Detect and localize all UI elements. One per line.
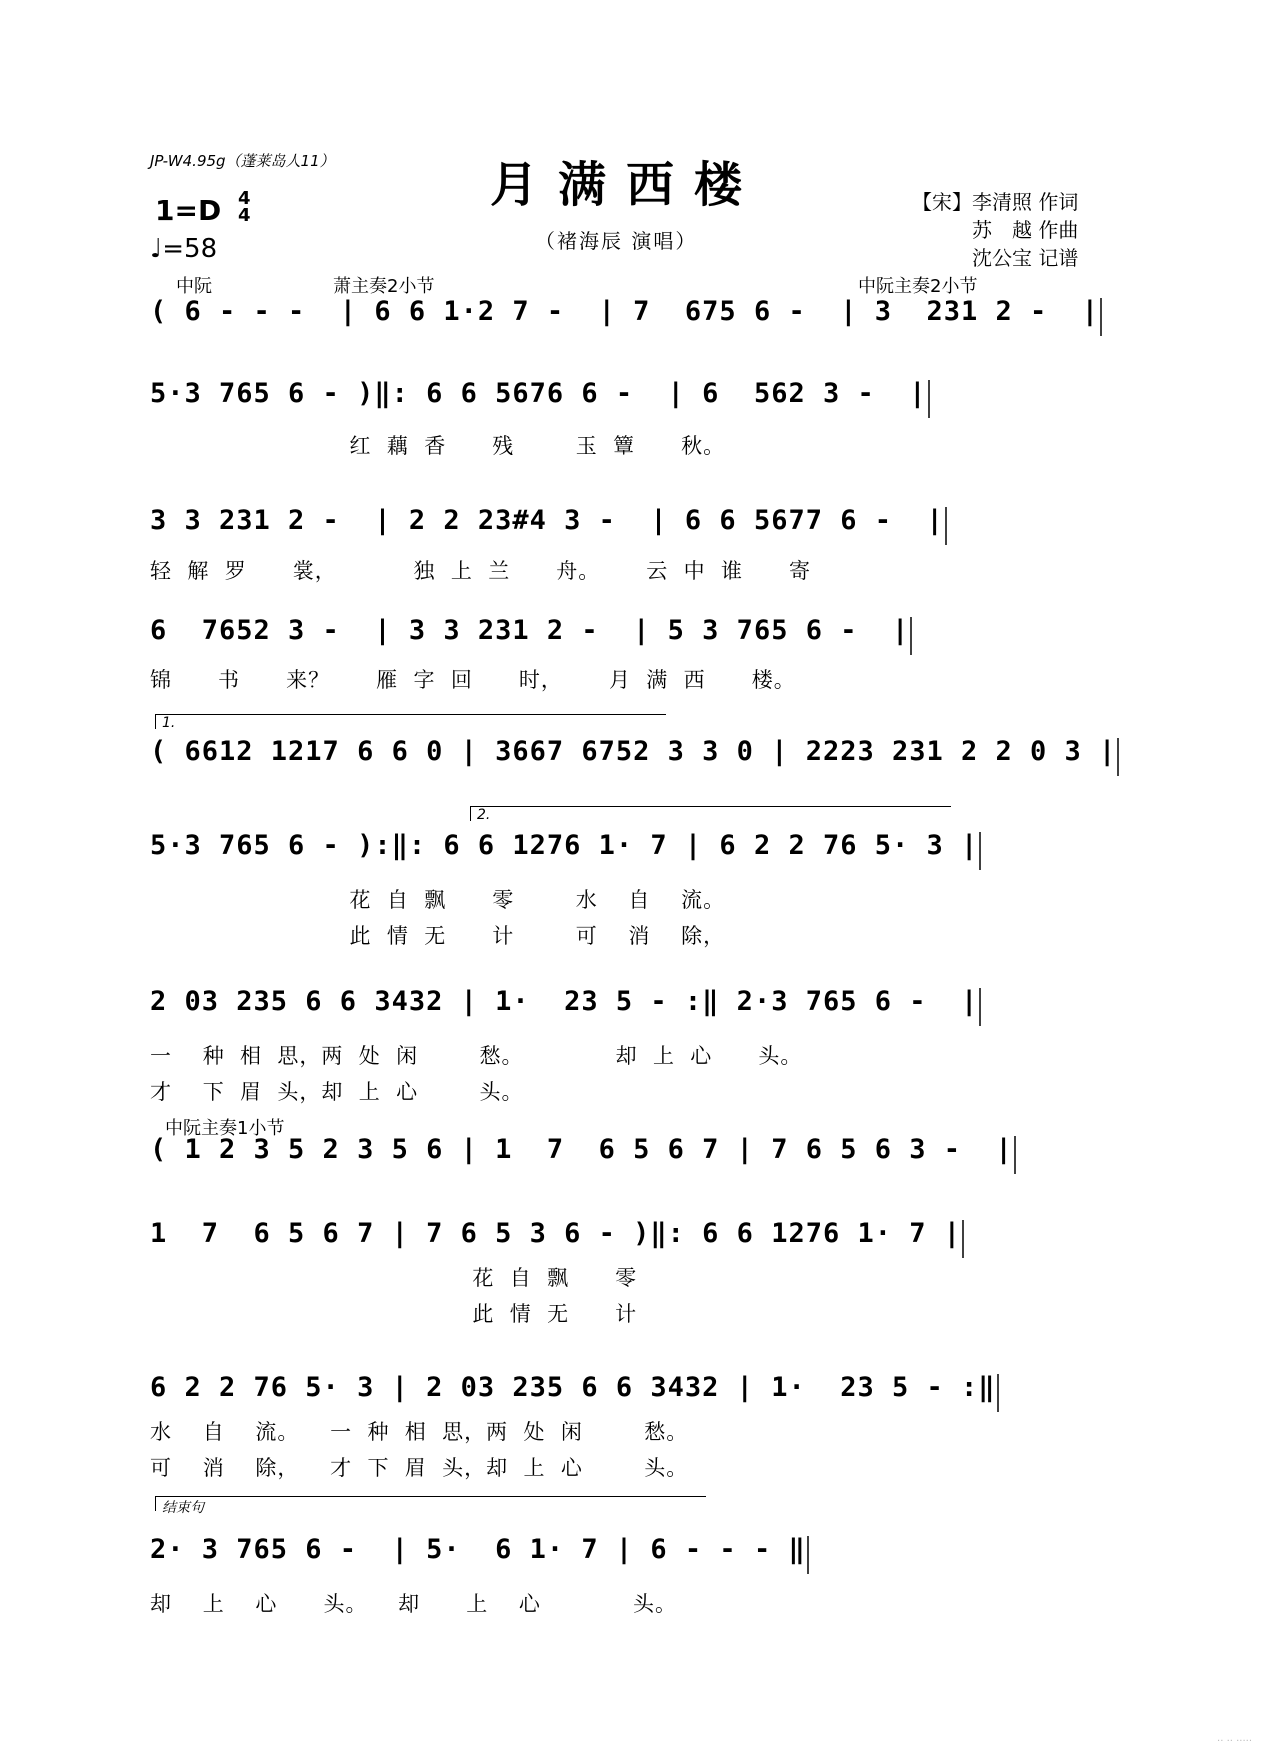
- key-signature: 1=D: [155, 194, 222, 227]
- singer-label: （褚海辰 演唱）: [535, 229, 698, 253]
- barline-decor: [150, 736, 1116, 786]
- lyric-line: 却 上 心 头。 却 上 心 头。: [150, 1592, 678, 1616]
- volta-ending: 结束句: [155, 1496, 706, 1511]
- annotation-zhongruan: 中阮: [176, 276, 212, 297]
- barline-decor: [150, 1534, 806, 1584]
- volta-1: 1.: [155, 714, 666, 729]
- score-line-9: [150, 1218, 1130, 1262]
- lyric-line: 此 情 无 计 可 消 除，: [150, 924, 726, 948]
- notes: 6 7652 3 - | 3 3 231 2 - | 5 3 765 6 - |: [150, 615, 910, 646]
- barline-decor: [150, 830, 978, 880]
- lyric-line: 花 自 飘 零: [150, 1266, 638, 1290]
- lyric-line: 水 自 流。 一 种 相 思，两 处 闲 愁。: [150, 1420, 689, 1444]
- score-line-5: [150, 736, 1130, 780]
- barline-decor: [150, 378, 927, 428]
- score-line-10: [150, 1372, 1130, 1416]
- time-signature: [238, 190, 251, 224]
- notes: ( 6612 1217 6 6 0 | 3667 6752 3 3 0 | 2223 231 2 2 0 3 |: [150, 736, 1117, 767]
- barline-decor: [150, 1218, 961, 1268]
- score-line-1: [150, 296, 1130, 340]
- notes: 2· 3 765 6 - | 5· 6 1· 7 | 6 - - - ‖: [150, 1534, 806, 1565]
- credit-composer: 苏 越 作曲: [972, 218, 1079, 242]
- time-sig-bottom: 4: [238, 205, 251, 226]
- score-line-3: [150, 505, 1130, 549]
- lyric-line: 锦 书 来？ 雁 字 回 时， 月 满 西 楼。: [150, 668, 796, 692]
- barline-decor: [150, 505, 944, 555]
- barline-decor: [150, 296, 1099, 346]
- time-sig-top: 4: [238, 188, 251, 209]
- score-line-7: [150, 986, 1130, 1030]
- lyric-line: 轻 解 罗 裳， 独 上 兰 舟。 云 中 谁 寄: [150, 559, 812, 583]
- notes: 2 03 235 6 6 3432 | 1· 23 5 - :‖ 2·3 765 6 - |: [150, 986, 979, 1017]
- score-line-4: [150, 615, 1130, 659]
- barline-decor: [150, 986, 978, 1036]
- footer-watermark: ·· ·· ·····: [1217, 1736, 1252, 1747]
- song-title: 月满西楼: [490, 157, 763, 213]
- lyric-line: 一 种 相 思，两 处 闲 愁。 却 上 心 头。: [150, 1044, 803, 1068]
- notes: 6 2 2 76 5· 3 | 2 03 235 6 6 3432 | 1· 23 5 - :‖: [150, 1372, 996, 1403]
- lyric-line: 才 下 眉 头，却 上 心 头。: [150, 1080, 524, 1104]
- annotation-xiao-intro: 萧主奏2小节: [333, 276, 435, 297]
- barline-decor: [150, 1372, 996, 1422]
- annotation-zhongruan-1: 中阮主奏1小节: [165, 1118, 285, 1139]
- annotation-zhongruan-2: 中阮主奏2小节: [858, 276, 978, 297]
- lyric-line: 此 情 无 计: [150, 1302, 638, 1326]
- lyric-line: 花 自 飘 零 水 自 流。: [150, 888, 726, 912]
- credits: [912, 188, 1078, 272]
- version-label: JP-W4.95g（蓬莱岛人11）: [150, 152, 335, 170]
- score-line-6: [150, 830, 1130, 874]
- score-line-11: [150, 1534, 1130, 1578]
- notes: ( 1 2 3 5 2 3 5 6 | 1 7 6 5 6 7 | 7 6 5 6 3 - |: [150, 1134, 1013, 1165]
- barline-decor: [150, 615, 909, 665]
- notes: 1 7 6 5 6 7 | 7 6 5 3 6 - )‖: 6 6 1276 1· 7 |: [150, 1218, 962, 1249]
- notes: 5·3 765 6 - )‖: 6 6 5676 6 - | 6 562 3 - |: [150, 378, 927, 409]
- notes: ( 6 - - - | 6 6 1·2 7 - | 7 675 6 - | 3 231 2 - |: [150, 296, 1100, 327]
- barline-decor: [150, 1134, 1013, 1184]
- notes: 5·3 765 6 - ):‖: 6 6 1276 1· 7 | 6 2 2 76 5· 3 |: [150, 830, 979, 861]
- volta-2: 2.: [470, 806, 951, 821]
- lyric-line: 可 消 除， 才 下 眉 头，却 上 心 头。: [150, 1456, 689, 1480]
- tempo-marking: ♩=58: [150, 234, 218, 264]
- score-line-2: [150, 378, 1130, 422]
- credit-lyricist: 【宋】李清照 作词: [912, 190, 1079, 214]
- credit-notation: 沈公宝 记谱: [972, 246, 1079, 270]
- notes: 3 3 231 2 - | 2 2 23#4 3 - | 6 6 5677 6 - |: [150, 505, 944, 536]
- score-line-8: [150, 1134, 1130, 1178]
- lyric-line: 红 藕 香 残 玉 簟 秋。: [150, 434, 726, 458]
